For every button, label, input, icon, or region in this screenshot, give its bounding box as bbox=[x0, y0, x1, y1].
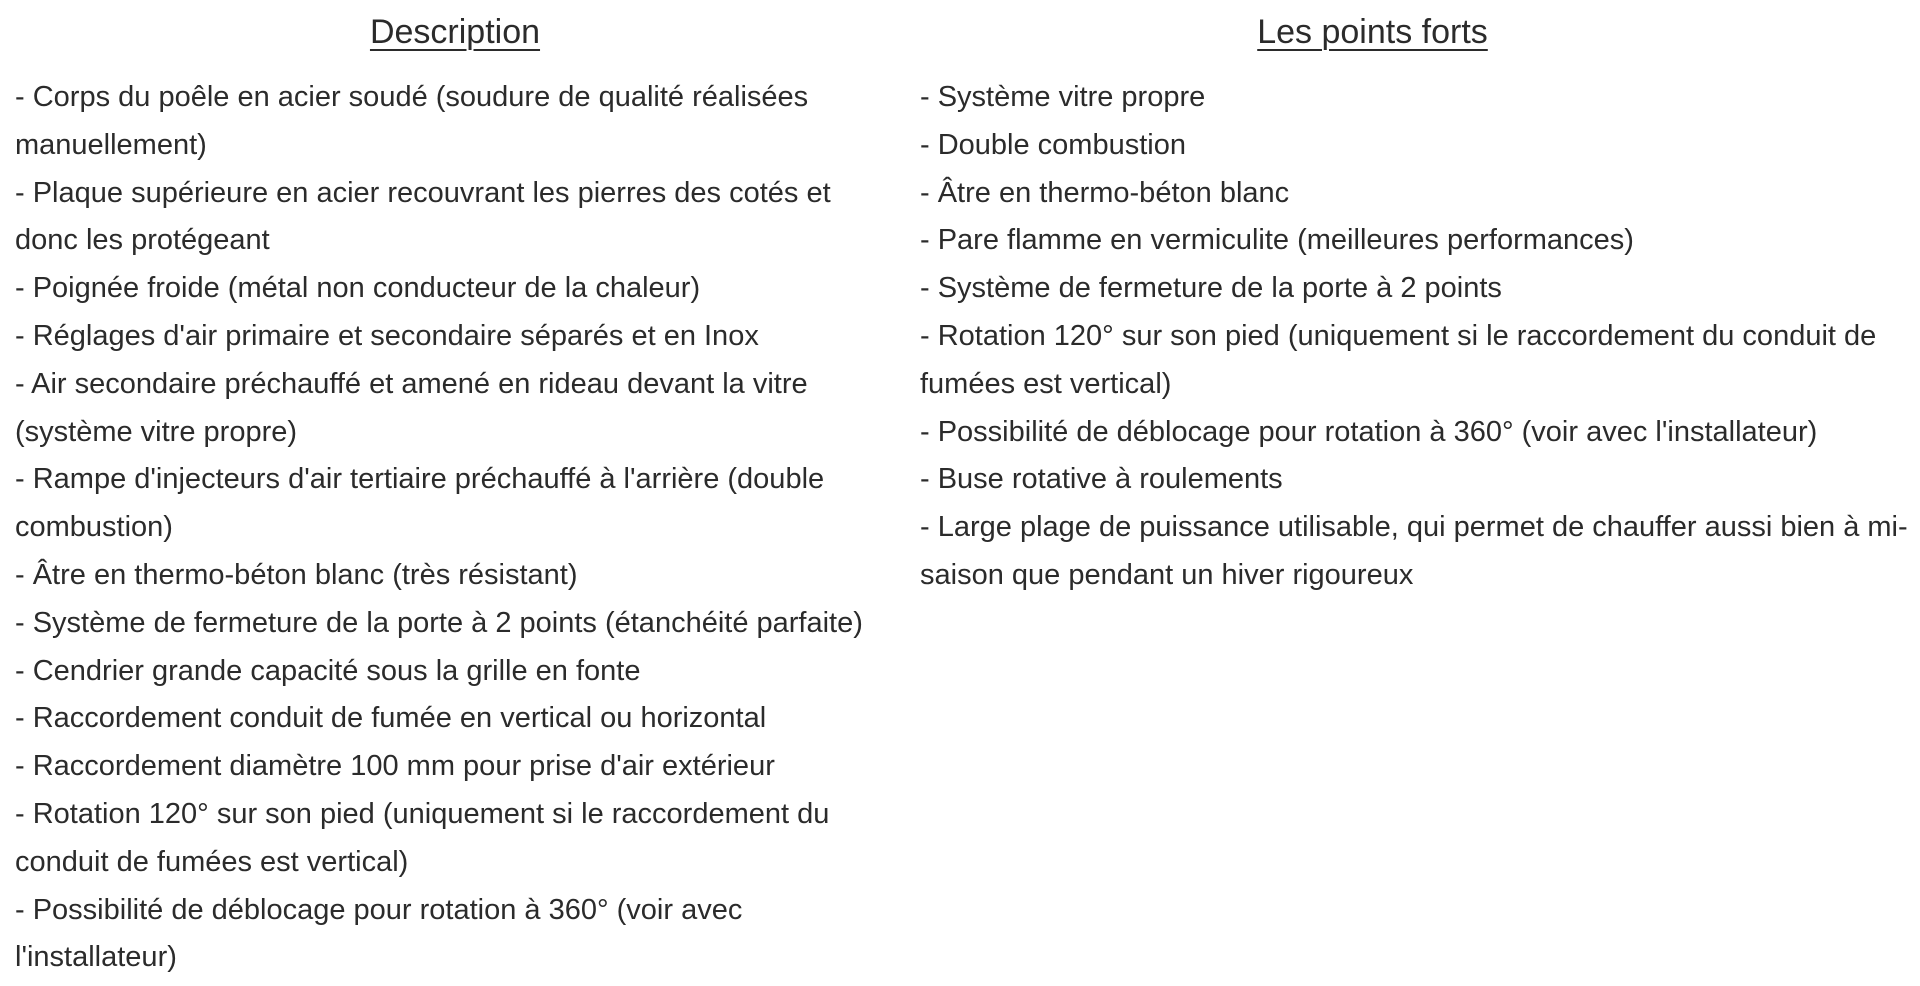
list-item: - Rampe d'injecteurs d'air tertiaire préchauffé à l'arrière (double combustion) bbox=[15, 463, 825, 544]
list-item: - Pare flamme en vermiculite (meilleures performances) bbox=[920, 224, 1634, 257]
highlights-title: Les points forts bbox=[1257, 13, 1488, 51]
list-item: - Air secondaire préchauffé et amené en rideau devant la vitre (système vitre propre) bbox=[15, 367, 808, 448]
list-item: - Rotation 120° sur son pied (uniquement si le raccordement du conduit de fumées est vertical) bbox=[15, 797, 830, 878]
list-item: - Système vitre propre bbox=[920, 81, 1206, 113]
list-item: - Âtre en thermo-béton blanc (très résistant) bbox=[15, 558, 578, 591]
list-item: - Buse rotative à roulements bbox=[920, 463, 1283, 496]
list-item: - Raccordement conduit de fumée en vertical ou horizontal bbox=[15, 702, 767, 735]
list-item: - Possibilité de déblocage pour rotation à 360° (voir avec l'installateur) bbox=[15, 893, 743, 974]
list-item: - Cendrier grande capacité sous la grille en fonte bbox=[15, 654, 641, 687]
list-item: - Poignée froide (métal non conducteur de la chaleur) bbox=[15, 272, 701, 305]
list-item: - Double combustion bbox=[920, 128, 1186, 161]
list-item: - Plaque supérieure en acier recouvrant les pierres des cotés et donc les protégeant bbox=[15, 176, 831, 257]
list-item: - Raccordement diamètre 100 mm pour prise d'air extérieur bbox=[15, 750, 775, 783]
list-item: - Large plage de puissance utilisable, qui permet de chauffer aussi bien à mi-saison que pendant un hiver rigoureux bbox=[920, 511, 1908, 591]
description-title: Description bbox=[369, 13, 541, 51]
list-item: - Réglages d'air primaire et secondaire séparés et en Inox bbox=[15, 319, 759, 352]
list-item: - Rotation 120° sur son pied (uniquement si le raccordement du conduit de fumées est vertical) bbox=[920, 319, 1877, 400]
description-section bbox=[15, 8, 895, 986]
highlights-section bbox=[920, 8, 1920, 986]
list-item: - Corps du poêle en acier soudé (soudure de qualité réalisées manuellement) bbox=[15, 81, 809, 161]
list-item: - Âtre en thermo-béton blanc bbox=[920, 176, 1290, 209]
highlights-list bbox=[920, 74, 1920, 600]
list-item: - Système de fermeture de la porte à 2 points bbox=[920, 272, 1502, 305]
list-item: - Système de fermeture de la porte à 2 points (étanchéité parfaite) bbox=[15, 606, 863, 639]
list-item: - Possibilité de déblocage pour rotation à 360° (voir avec l'installateur) bbox=[920, 415, 1818, 448]
description-list bbox=[15, 74, 895, 982]
